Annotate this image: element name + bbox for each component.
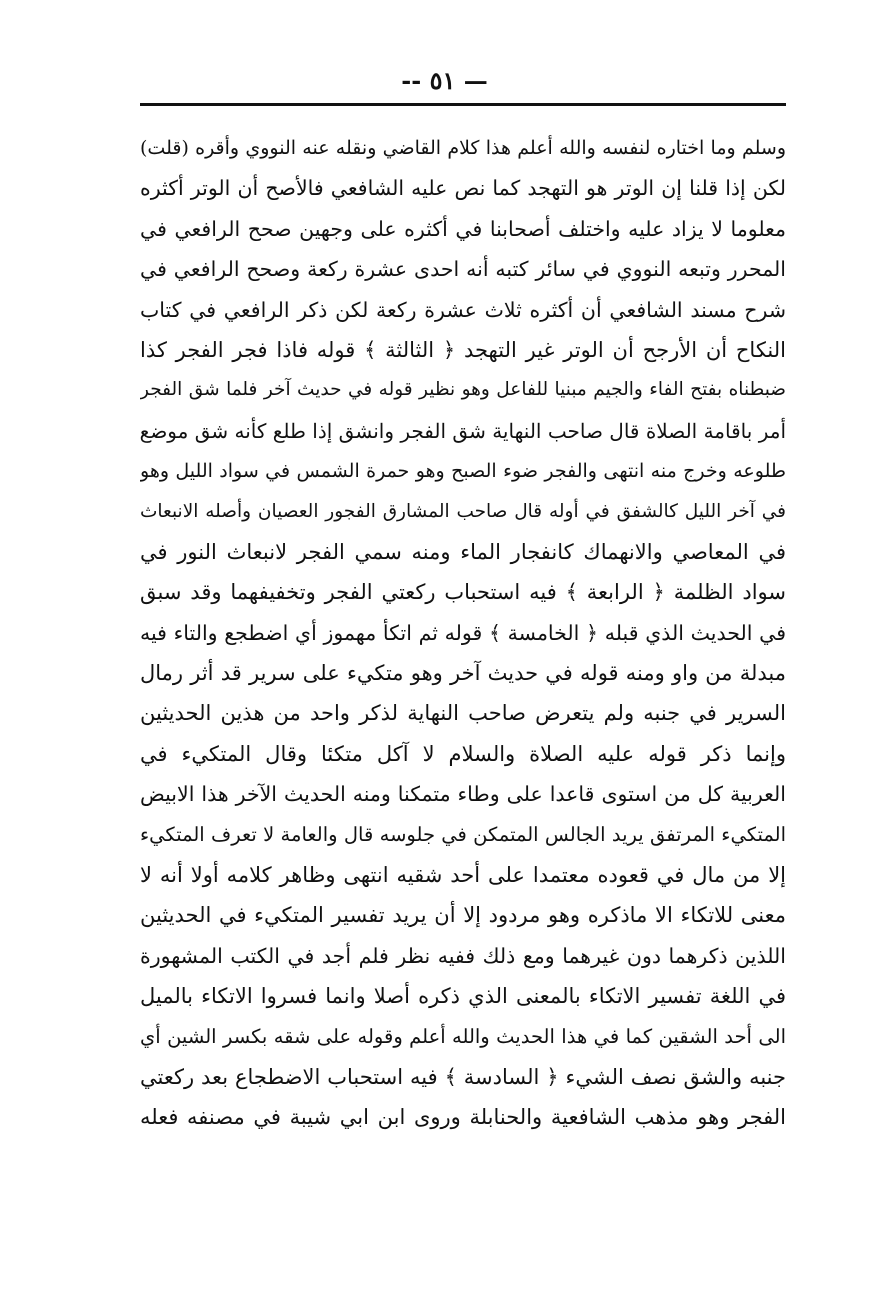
text-line: معلوما لا يزاد عليه واختلف أصحابنا في أكثره على وجهين صحح الرافعي في <box>140 216 786 241</box>
text-line: المحرر وتبعه النووي في سائر كتبه أنه احدى عشرة ركعة وصحح الرافعي في <box>140 257 786 282</box>
text-line: العربية كل من استوى قاعدا على وطاء متمكنا ومنه الحديث الآخر هذا الابيض <box>140 782 786 807</box>
text-line: إلا من مال في قعوده معتمدا على أحد شقيه انتهى وظاهر كلامه أولا أنه لا <box>140 863 786 888</box>
text-line: ضبطناه بفتح الفاء والجيم مبنيا للفاعل وهو نظير قوله في حديث آخر فلما شق الفجر <box>140 379 786 401</box>
text-line: في الحديث الذي قبله ﴿ الخامسة ﴾ قوله ثم اتكأ مهموز أي اضطجع والتاء فيه <box>140 620 786 645</box>
text-line: الى أحد الشقين كما في هذا الحديث والله أعلم وقوله على شقه بكسر الشين أي <box>140 1024 786 1048</box>
text-line: شرح مسند الشافعي أن أكثره ثلاث عشرة ركعة لكن ذكر الرافعي في كتاب <box>140 297 786 322</box>
text-line: المتكيء المرتفق يريد الجالس المتمكن في جلوسه قال والعامة لا تعرف المتكيء <box>140 822 786 846</box>
text-line: لكن إذا قلنا إن الوتر هو التهجد كما نص عليه الشافعي فالأصح أن الوتر أكثره <box>140 176 786 201</box>
text-line: جنبه والشق نصف الشيء ﴿ السادسة ﴾ فيه استحباب الاضطجاع بعد ركعتي <box>140 1064 786 1089</box>
text-line: في اللغة تفسير الاتكاء بالمعنى الذي ذكره أصلا وانما فسروا الاتكاء بالميل <box>140 984 786 1009</box>
text-line: السرير في جنبه ولم يتعرض صاحب النهاية لذكر واحد من هذين الحديثين <box>140 701 786 726</box>
body-text <box>140 128 786 1138</box>
text-line: وسلم وما اختاره لنفسه والله أعلم هذا كلام القاضي ونقله عنه النووي وأقره (قلت) <box>140 137 786 159</box>
text-line: في آخر الليل كالشفق في أوله قال صاحب المشارق الفجور العصيان وأصله الانبعاث <box>140 500 786 522</box>
text-line: معنى للاتكاء الا ماذكره وهو مردود إلا أن يريد تفسير المتكيء في الحديثين <box>140 903 786 928</box>
text-line: سواد الظلمة ﴿ الرابعة ﴾ فيه استحباب ركعتي الفجر وتخفيفهما وقد سبق <box>140 580 786 605</box>
header-rule <box>140 103 786 106</box>
text-line: اللذين ذكرهما دون غيرهما ومع ذلك ففيه نظر فلم أجد في الكتب المشهورة <box>140 943 786 968</box>
text-line: وإنما ذكر قوله عليه الصلاة والسلام لا آكل متكئا وقال المتكيء في <box>140 741 786 766</box>
text-line: في المعاصي والانهماك كانفجار الماء ومنه سمي الفجر لانبعاث النور في <box>140 539 786 564</box>
page-number: — ٥١ -- <box>401 66 488 95</box>
text-line: مبدلة من واو ومنه قوله في حديث آخر وهو متكيء على سرير قد أثر رمال <box>140 661 786 686</box>
text-line: أمر باقامة الصلاة قال صاحب النهاية شق الفجر وانشق إذا طلع كأنه شق موضع <box>140 418 786 443</box>
text-line: طلوعه وخرج منه انتهى والفجر ضوء الصبح وهو حمرة الشمس في سواد الليل وهو <box>140 460 786 483</box>
text-line: النكاح أن الأرجح أن الوتر غير التهجد ﴿ الثالثة ﴾ قوله فاذا فجر الفجر كذا <box>140 337 786 362</box>
text-line: الفجر وهو مذهب الشافعية والحنابلة وروى ابن ابي شيبة في مصنفه فعله <box>140 1105 786 1130</box>
